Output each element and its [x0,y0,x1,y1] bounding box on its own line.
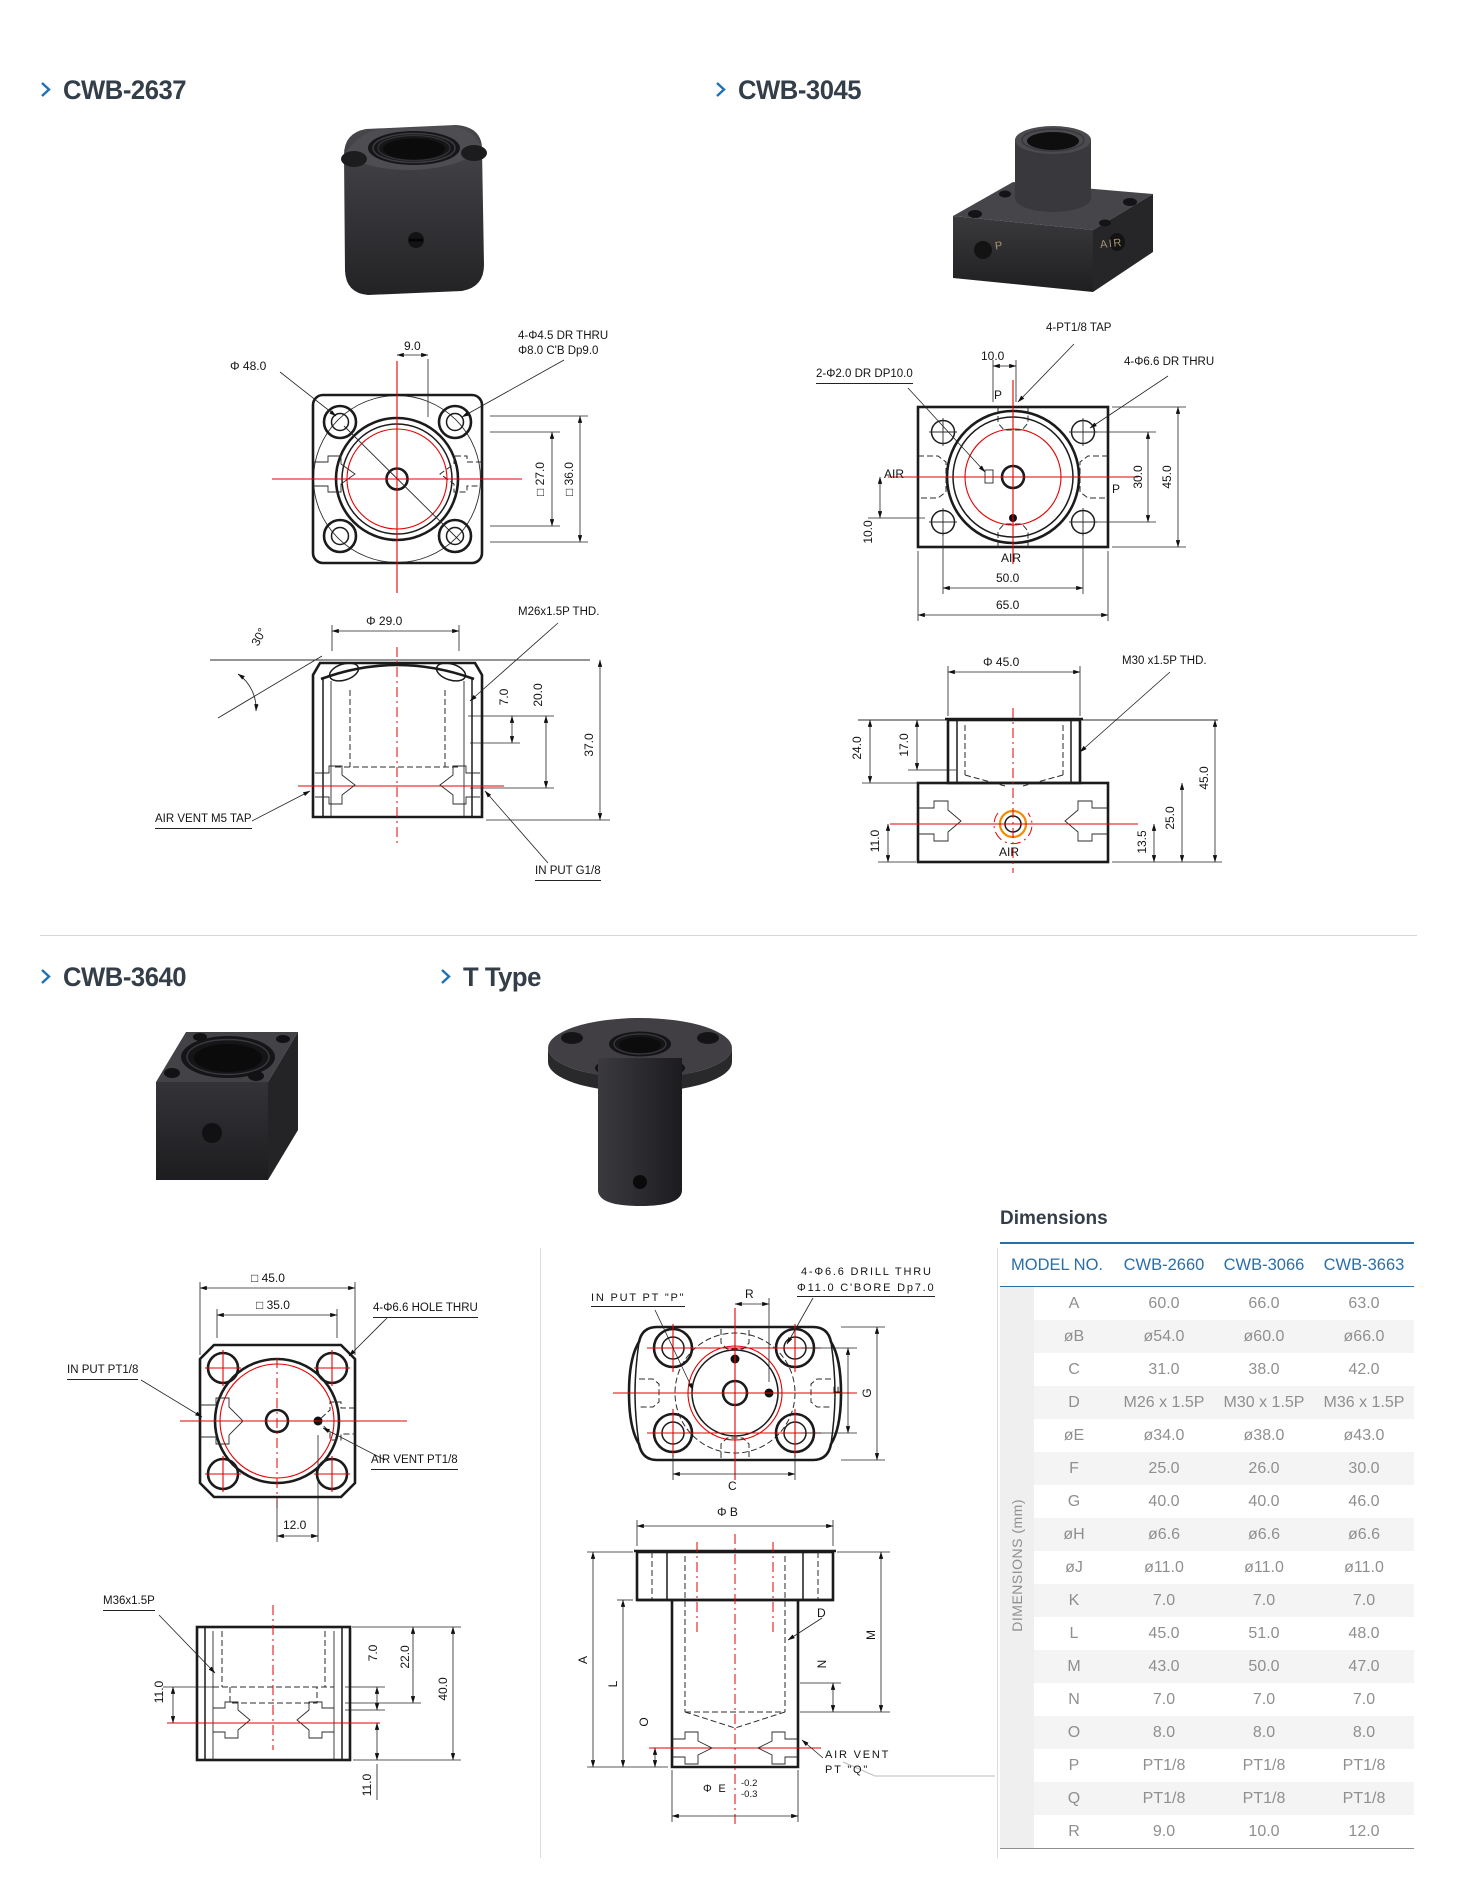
tap-label: 4-PT1/8 TAP [1046,322,1112,334]
param-cell: øH [1063,1525,1085,1543]
param-cell: M [1067,1657,1081,1675]
dim-label: □ 36.0 [561,462,576,496]
thread-label: M36x1.5P [103,1595,155,1611]
dim-label: O [636,1717,651,1727]
column-header: MODEL NO. [1000,1243,1114,1287]
value-cell: M36 x 1.5P [1323,1393,1405,1411]
value-cell: PT1/8 [1342,1789,1386,1807]
value-cell: 66.0 [1248,1294,1280,1312]
input-label: IN PUT PT "P" [591,1292,685,1307]
value-cell: ø6.6 [1347,1525,1380,1543]
value-cell: 38.0 [1248,1360,1280,1378]
air-vent-label: AIR VENT M5 TAP [155,813,252,829]
table-row [1000,1782,1414,1815]
chevron-icon [440,968,451,985]
dim-label: 11.0 [359,1773,374,1797]
chevron-icon [715,81,726,98]
value-cell: 10.0 [1248,1822,1280,1840]
param-cell: N [1068,1690,1080,1708]
dim-label: 45.0 [1196,766,1211,790]
param-cell: A [1068,1294,1080,1312]
value-cell: ø11.0 [1244,1558,1284,1576]
section-title-cwb2637 [40,75,193,106]
table-row [1000,1485,1414,1518]
dim-label: 40.0 [435,1677,450,1701]
dim-label: □ 35.0 [256,1298,290,1312]
dim-label: 7.0 [365,1644,380,1662]
hole-label: 4-Φ6.6 HOLE THRU [373,1302,478,1318]
port-label: P [1112,482,1121,496]
value-cell: M30 x 1.5P [1223,1393,1305,1411]
value-cell: 7.0 [1352,1690,1376,1708]
table-row [1000,1716,1414,1749]
input-label: IN PUT G1/8 [535,865,601,881]
value-cell: ø43.0 [1343,1426,1385,1444]
page-title: CWB-3045 [738,75,862,105]
thru-label: 4-Φ6.6 DR THRU [1124,356,1215,368]
header-row [1000,1243,1414,1287]
value-cell: 45.0 [1148,1624,1180,1642]
drill-label: 4-Φ6.6 DRILL THRU [801,1266,933,1278]
value-cell: ø11.0 [1144,1558,1184,1576]
dim-label: 10.0 [981,349,1005,363]
drill-label: Φ11.0 C'BORE Dp7.0 [797,1282,935,1297]
dim-label: Φ 48.0 [230,359,267,373]
chevron-icon [40,968,51,985]
column-divider [997,1248,998,1858]
param-cell: øB [1063,1327,1085,1345]
chevron-icon [40,81,51,98]
value-cell: 12.0 [1348,1822,1380,1840]
value-cell: PT1/8 [1242,1789,1286,1807]
dim-label: □ 45.0 [251,1271,285,1285]
dim-label: A [575,1655,590,1665]
dim-label: 9.0 [404,339,421,353]
drawing-ttype-side [545,1500,995,1840]
value-cell: ø6.6 [1247,1525,1280,1543]
air-label: AIR [1001,551,1022,565]
tolerance-label: -0.2 [741,1778,758,1789]
table-row [1000,1287,1414,1321]
value-cell: 50.0 [1248,1657,1280,1675]
drawing-cwb3045-side [740,648,1260,883]
value-cell: M26 x 1.5P [1123,1393,1205,1411]
value-cell: 7.0 [1252,1591,1276,1609]
input-label: IN PUT PT1/8 [67,1364,138,1380]
dim-label: 25.0 [1162,806,1177,830]
value-cell: 7.0 [1152,1591,1176,1609]
dim-label: 37.0 [581,733,596,757]
dim-label: 13.5 [1134,830,1149,854]
param-cell: L [1069,1624,1079,1642]
param-cell: øE [1063,1426,1085,1444]
dim-label: R [745,1287,754,1301]
linework [55,1250,525,1550]
dim-label: L [605,1680,620,1688]
param-cell: P [1068,1756,1080,1774]
value-cell: 25.0 [1148,1459,1180,1477]
product-photo-ttype [520,1008,760,1225]
dim-label: 22.0 [397,1645,412,1669]
value-cell: 31.0 [1148,1360,1180,1378]
dim-label: 11.0 [151,1680,166,1704]
air-vent-label: AIR VENT [825,1749,891,1761]
section-title-cwb3640 [40,962,193,993]
dim-label: 20.0 [530,683,545,707]
value-cell: ø11.0 [1344,1558,1384,1576]
value-cell: ø60.0 [1243,1327,1285,1345]
value-cell: ø38.0 [1243,1426,1285,1444]
dim-label: 10.0 [860,520,875,544]
column-header: CWB-3066 [1214,1243,1314,1287]
value-cell: PT1/8 [1142,1789,1186,1807]
dim-label: F [830,1386,845,1394]
air-label: AIR [999,845,1020,859]
value-cell: ø54.0 [1143,1327,1185,1345]
table-row [1000,1551,1414,1584]
linework [55,1545,525,1845]
table-row [1000,1518,1414,1551]
value-cell: 30.0 [1348,1459,1380,1477]
param-cell: D [1068,1393,1080,1411]
table-row [1000,1617,1414,1650]
photo-air-label: AIR [1099,236,1124,252]
drill-label: 2-Φ2.0 DR DP10.0 [816,368,913,384]
dim-label: 24.0 [849,736,864,760]
port-label: P [994,388,1003,402]
value-cell: ø34.0 [1143,1426,1185,1444]
table-row [1000,1650,1414,1683]
dim-label: 30° [248,625,270,649]
value-cell: 42.0 [1348,1360,1380,1378]
value-cell: 43.0 [1148,1657,1180,1675]
value-cell: 60.0 [1148,1294,1180,1312]
air-label: AIR [884,467,905,481]
note-label: Φ8.0 C'B Dp9.0 [518,345,599,357]
table-row [1000,1749,1414,1782]
dim-label: Φ 29.0 [366,614,403,628]
drawing-cwb3640-side [55,1545,525,1845]
drawing-cwb3640-front [55,1250,525,1550]
page-title: CWB-3640 [63,962,187,992]
table-row [1000,1386,1414,1419]
table-row [1000,1320,1414,1353]
param-cell: R [1068,1822,1080,1840]
value-cell: 40.0 [1148,1492,1180,1510]
value-cell: 48.0 [1348,1624,1380,1642]
dim-label: 30.0 [1130,465,1145,489]
dimensions-heading: Dimensions [1000,1208,1108,1229]
drawing-cwb3045-front [740,318,1260,643]
table-head [1000,1243,1414,1287]
table-row [1000,1353,1414,1386]
value-cell: 8.0 [1252,1723,1276,1741]
value-cell: PT1/8 [1342,1756,1386,1774]
dimensions-table [1000,1242,1414,1849]
dim-label: M [863,1630,878,1640]
table-row [1000,1452,1414,1485]
page-title: CWB-2637 [63,75,187,105]
value-cell: 7.0 [1252,1690,1276,1708]
section-title-ttype [440,962,545,993]
column-header: CWB-3663 [1314,1243,1414,1287]
dim-label: D [817,1606,826,1620]
value-cell: 7.0 [1352,1591,1376,1609]
param-cell: K [1068,1591,1080,1609]
drawing-cwb2637-front [160,265,609,595]
dim-label: Φ B [717,1505,738,1519]
table-row [1000,1584,1414,1617]
value-cell: PT1/8 [1142,1756,1186,1774]
value-cell: 26.0 [1248,1459,1280,1477]
value-cell: ø6.6 [1147,1525,1180,1543]
value-cell: 51.0 [1248,1624,1280,1642]
drawing-ttype-front [545,1250,995,1520]
dim-label: 7.0 [496,688,511,706]
column-header: CWB-2660 [1114,1243,1214,1287]
param-cell: G [1067,1492,1081,1510]
dim-label: 11.0 [867,829,882,853]
thread-label: M26x1.5P THD. [518,606,600,618]
column-divider [540,1248,541,1858]
product-photo-cwb3640 [150,1018,305,1193]
dimensions-unit-label: DIMENSIONS (mm) [1000,1287,1034,1849]
dim-label: C [728,1479,737,1493]
value-cell: 63.0 [1348,1294,1380,1312]
thread-label: M30 x1.5P THD. [1122,655,1207,667]
dim-label: 12.0 [283,1518,307,1532]
value-cell: 8.0 [1152,1723,1176,1741]
dim-label: N [814,1659,829,1669]
dim-label: G [859,1388,874,1398]
product-photo-cwb3045 [945,120,1160,310]
value-cell: 47.0 [1348,1657,1380,1675]
dim-label: 45.0 [1159,465,1174,489]
table-row [1000,1683,1414,1716]
page-title: T Type [463,962,541,992]
air-vent-label: PT "Q" [825,1764,870,1776]
param-cell: F [1069,1459,1079,1477]
dim-label: 65.0 [996,598,1020,612]
dim-label: Φ 45.0 [983,655,1020,669]
param-cell: O [1067,1723,1081,1741]
dim-label: Φ E [703,1783,728,1795]
section-title-cwb3045 [715,75,868,106]
dimensions-panel [1000,1208,1414,1849]
value-cell: 7.0 [1152,1690,1176,1708]
tolerance-label: -0.3 [741,1789,758,1800]
dim-label: 50.0 [996,571,1020,585]
table-row [1000,1419,1414,1452]
param-cell: øJ [1065,1558,1083,1576]
linework [160,265,590,595]
section-divider [40,935,1417,936]
table-body [1000,1287,1414,1849]
value-cell: PT1/8 [1242,1756,1286,1774]
value-cell: 9.0 [1152,1822,1176,1840]
table-row [1000,1815,1414,1849]
dim-label: 17.0 [896,733,911,757]
air-vent-label: AIR VENT PT1/8 [371,1454,458,1470]
value-cell: 46.0 [1348,1492,1380,1510]
linework [545,1500,995,1840]
value-cell: 8.0 [1352,1723,1376,1741]
value-cell: ø66.0 [1343,1327,1385,1345]
value-cell: 40.0 [1248,1492,1280,1510]
param-cell: Q [1067,1789,1081,1807]
note-label: 4-Φ4.5 DR THRU [518,330,609,342]
photo-port-label: P [994,239,1005,253]
drawing-cwb2637-side [155,585,620,915]
param-cell: C [1068,1360,1080,1378]
dim-label: □ 27.0 [532,462,547,496]
